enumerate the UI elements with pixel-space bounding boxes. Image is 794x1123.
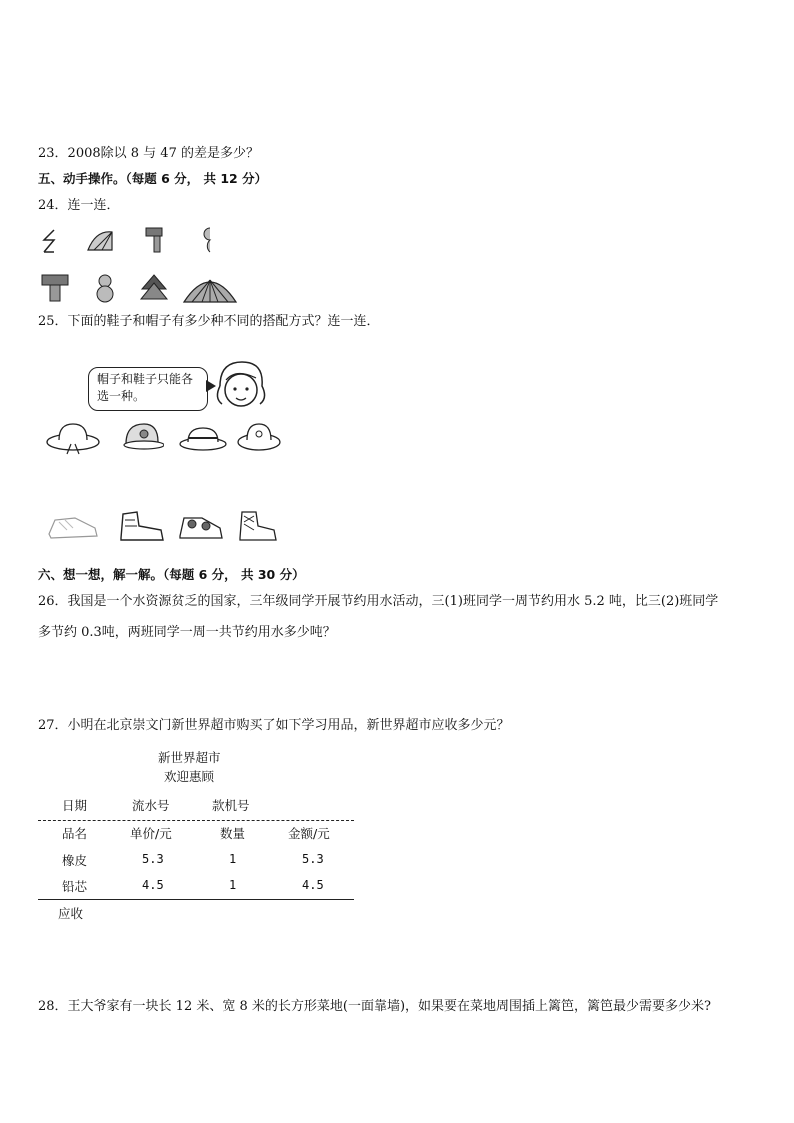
half-diagram-1-icon: [40, 228, 60, 254]
receipt-row-2-price: 4.5: [142, 878, 164, 892]
receipt-row-2-amount: 4.5: [302, 878, 324, 892]
section-6-heading: 六、想一想，解一解。（每题 6 分， 共 30 分）: [38, 567, 305, 582]
question-26-line-2: 多节约 0.3吨，两班同学一周一共节约用水多少吨？: [38, 625, 336, 640]
receipt-total-label: 应收: [58, 906, 84, 921]
question-25: 25．下面的鞋子和帽子有多少种不同的搭配方式？连一连．: [38, 314, 380, 329]
question-26-line-1: 26．我国是一个水资源贫乏的国家，三年级同学开展节约用水活动，三(1)班同学一周节约用水 5.2 吨，比三(2)班同学: [38, 594, 719, 609]
tree-icon: [139, 273, 169, 303]
sneaker-icon: [45, 510, 101, 542]
high-top-shoe-icon: [236, 506, 280, 544]
sun-hat-icon: [45, 420, 101, 456]
receipt-row-1-amount: 5.3: [302, 852, 324, 866]
receipt-header-amount: 金额/元: [288, 826, 330, 841]
receipt-header-name: 品名: [62, 826, 88, 841]
question-23: 23．2008除以 8 与 47 的差是多少？: [38, 146, 259, 161]
mushroom-house-icon: [40, 273, 70, 303]
umbrella-icon: [182, 276, 238, 304]
receipt-row-2-name: 铅芯: [62, 879, 88, 894]
sandal-icon: [176, 508, 226, 542]
cap-icon: [120, 420, 164, 452]
half-tree-icon: [144, 226, 164, 254]
girl-icon: [212, 358, 270, 416]
receipt-meta-serial: 流水号: [132, 798, 170, 813]
receipt-meta-date: 日期: [62, 798, 88, 813]
receipt: [38, 748, 358, 928]
half-umbrella-icon: [86, 228, 114, 252]
receipt-header-quantity: 数量: [220, 826, 246, 841]
section-5-heading: 五、动手操作。（每题 6 分， 共 12 分）: [38, 171, 268, 186]
question-27: 27．小明在北京崇文门新世界超市购买了如下学习用品，新世界超市应收多少元？: [38, 718, 510, 733]
receipt-row-1-name: 橡皮: [62, 853, 88, 868]
gourd-icon: [94, 272, 116, 304]
speech-bubble: 帽子和鞋子只能各选一种。: [88, 367, 208, 411]
receipt-row-2-qty: 1: [229, 878, 237, 892]
receipt-row-1-price: 5.3: [142, 852, 164, 866]
fedora-icon: [178, 424, 228, 452]
bow-hat-icon: [236, 420, 282, 454]
receipt-row-1-qty: 1: [229, 852, 237, 866]
half-gourd-icon: [198, 226, 212, 254]
receipt-welcome: 欢迎惠顾: [164, 769, 215, 784]
question-24: 24．连一连．: [38, 198, 120, 213]
boot-icon: [115, 506, 169, 544]
receipt-solid-divider: [38, 899, 354, 900]
receipt-meta-register: 款机号: [212, 798, 250, 813]
receipt-dashed-divider: [38, 820, 354, 821]
receipt-store-name: 新世界超市: [158, 750, 221, 765]
question-28: 28．王大爷家有一块长 12 米、宽 8 米的长方形菜地(一面靠墙)，如果要在菜地周围插上篱笆，篱笆最少需要多少米?: [38, 999, 711, 1014]
receipt-header-unit-price: 单价/元: [130, 826, 172, 841]
